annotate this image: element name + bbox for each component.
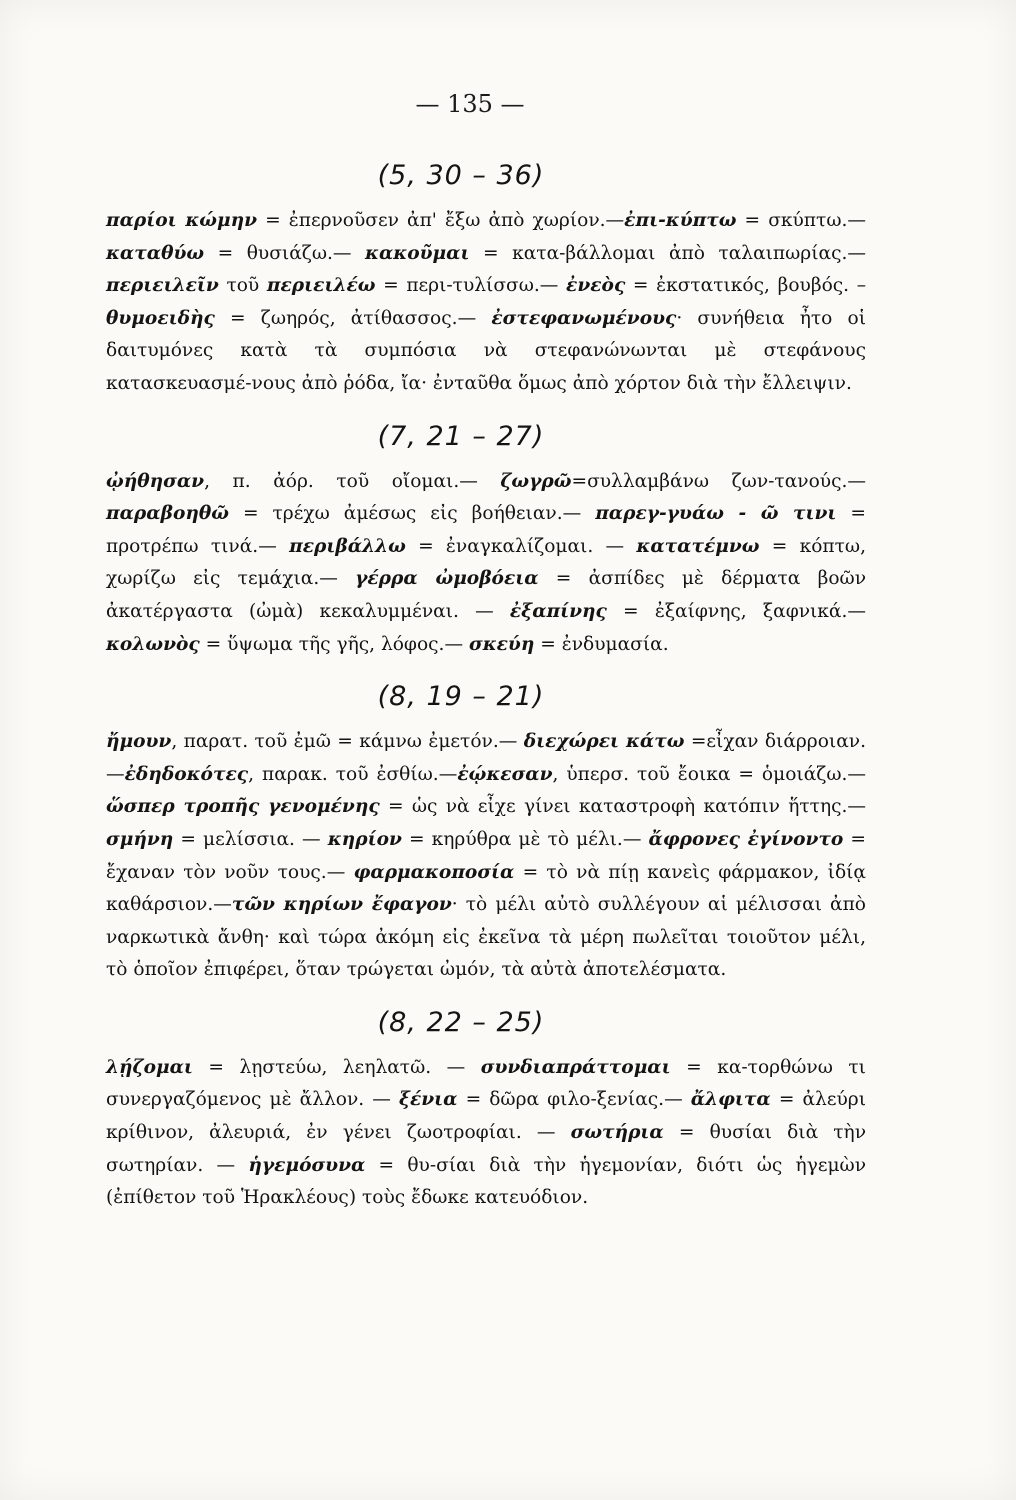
- page-number: — 135 —: [415, 90, 525, 118]
- section-text-3: ἤμουν, παρατ. τοῦ ἐμῶ = κάμνω ἐμετόν.— διεχώρει κάτω =εἶχαν διάρροιαν.—ἐδηδοκότες, παρακ. τοῦ ἐσθίω.—ἐῴκεσαν, ὑπερσ. τοῦ ἔοικα = ὁμοιάζω.— ὥσπερ τροπῆς γενομένης = ὡς νὰ εἶχε γίνει καταστροφὴ κατόπιν ἥττης.— σμήνη = μελίσσια. — κηρίον = κηρύθρα μὲ τὸ μέλι.— ἄφρονες ἐγίνοντο = ἔχαναν τὸν νοῦν τους.— φαρμακοποσία = τὸ νὰ πίῃ κανεὶς φάρμακον, ἰδίᾳ καθάρσιον.—τῶν κηρίων ἔφαγον· τὸ μέλι αὐτὸ συλλέγουν αἱ μέλισσαι ἀπὸ ναρκωτικὰ ἄνθη· καὶ τώρα ἀκόμη εἰς ἐκεῖνα τὰ μέρη πωλεῖται τοιοῦτον μέλι, τὸ ὁποῖον ἐπιφέρει, ὅταν τρώγεται ὠμόν, τὰ αὐτὰ ἀποτελέσματα.: [106, 731, 867, 981]
- section-text-2: ᾠήθησαν, π. ἀόρ. τοῦ οἴομαι.— ζωγρῶ=συλλαμβάνω ζων-τανούς.— παραβοηθῶ = τρέχω ἀμέσως εἰς βοήθειαν.— παρεγ-γυάω - ῶ τινι = προτρέπω τινά.— περιβάλλω = ἐναγκαλίζομαι. — κατατέμνω = κόπτω, χωρίζω εἰς τεμάχια.— γέρρα ὠμοβόεια = ἀσπίδες μὲ δέρματα βοῶν ἀκατέργαστα (ὠμὰ) κεκαλυμμέναι. — ἐξαπίνης = ἐξαίφνης, ξαφνικά.— κολωνὸς = ὕψωμα τῆς γῆς, λόφος.— σκεύη = ἐνδυμασία.: [106, 470, 867, 655]
- section-text-1: παρίοι κώμην = ἐπερνοῦσεν ἀπ' ἔξω ἀπὸ χωρίον.—ἐπι-κύπτω = σκύπτω.—καταθύω = θυσιάζω.— κακοῦμαι = κατα-βάλλομαι ἀπὸ ταλαιπωρίας.— περιειλεῖν τοῦ περιειλέω = περι-τυλίσσω.— ἐνεὸς = ἐκστατικός, βουβός. – θυμοειδὴς = ζωηρός, ἀτίθασσος.— ἐστεφανωμένους· συνήθεια ἦτο οἱ δαιτυμόνες κατὰ τὰ συμπόσια νὰ στεφανώνωνται μὲ στεφάνους κατασκευασμέ-νους ἀπὸ ῥόδα, ἴα· ἐνταῦθα ὅμως ἀπὸ χόρτον διὰ τὴν ἔλλειψιν.: [106, 210, 867, 394]
- section-title-1: (5, 30 – 36): [377, 160, 545, 191]
- section-title-4: (8, 22 – 25): [377, 1006, 545, 1038]
- section-text-4: λῄζομαι = λῃστεύω, λεηλατῶ. — συνδιαπράττομαι = κα-τορθώνω τι συνεργαζόμενος μὲ ἄλλον. — ξένια = δῶρα φιλο-ξενίας.— ἄλφιτα = ἀλεύρι κρίθινον, ἀλευριά, ἐν γένει ζωοτροφίαι. — σωτήρια = θυσίαι διὰ τὴν σωτηρίαν. — ἡγεμόσυνα = θυ-σίαι διὰ τὴν ἡγεμονίαν, διότι ὡς ἡγεμὼν (ἐπίθετον τοῦ Ἡρακλέους) τοὺς ἔδωκε κατευόδιον.: [106, 1056, 866, 1209]
- section-title-3: (8, 19 – 21): [377, 681, 545, 713]
- page-content: [106, 140, 866, 1215]
- section-title-2: (7, 21 – 27): [377, 420, 545, 452]
